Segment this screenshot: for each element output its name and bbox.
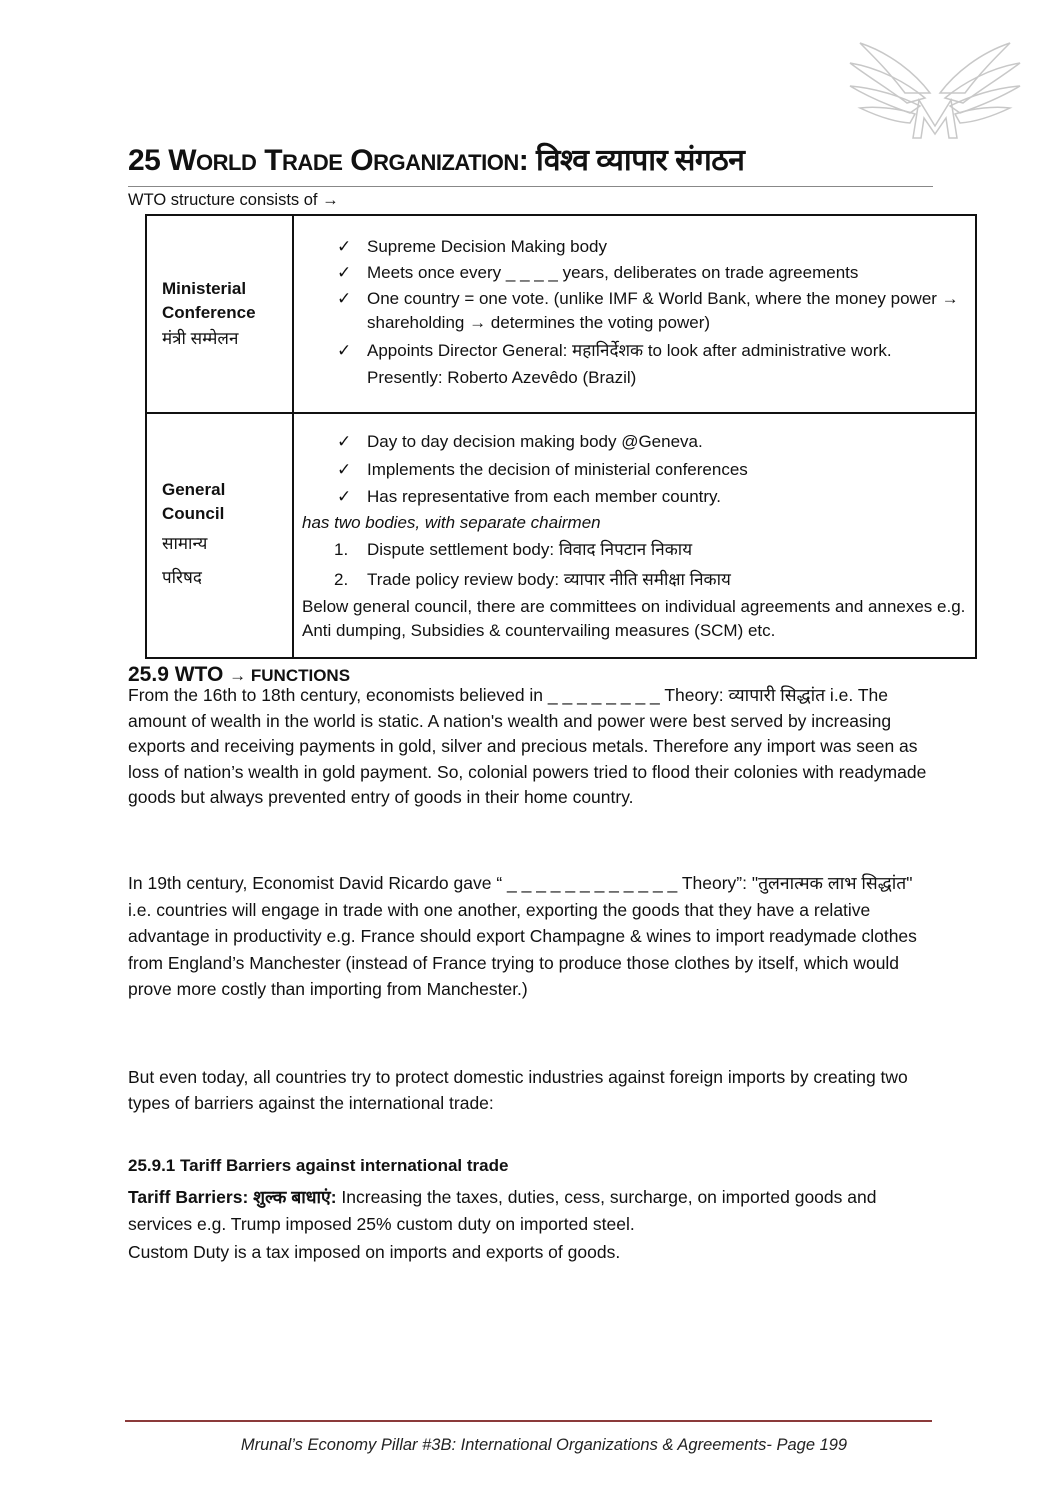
title-cap-t: T — [264, 144, 283, 177]
points-list — [302, 429, 967, 509]
check-icon: ✓ — [337, 341, 352, 360]
title-hindi: : विश्व व्यापार संगठन — [518, 144, 745, 177]
title-smallcaps: RADE — [282, 150, 343, 175]
check-icon: ✓ — [337, 289, 352, 308]
footer-divider — [125, 1420, 932, 1422]
label-en: General — [162, 479, 226, 499]
list-number: 2. — [334, 569, 349, 589]
point-text: Implements the decision of ministerial conferences — [367, 459, 748, 479]
point-text: Has representative from each member country. — [367, 486, 721, 506]
check-icon: ✓ — [337, 263, 352, 282]
ricardo-paragraph: In 19th century, Economist David Ricardo gave “ _ _ _ _ _ _ _ _ _ _ _ _ Theory”: "तुलनात्मक लाभ सिद्धांत" i.e. countries will engage in trade with one another, exporting the goods that they have a relative advantage in productivity e.g. France should export Champagne & wines to import readymade clothes from England’s Manchester (instead of France trying to produce those clothes by itself, which would prove more costly than importing from Manchester.) — [128, 873, 917, 999]
title-smallcaps: RGANIZATION — [373, 150, 519, 175]
point-text: Day to day decision making body @Geneva. — [367, 431, 703, 451]
chapter-number: 25 — [128, 144, 161, 177]
page-footer: Mrunal’s Economy Pillar #3B: International Organizations & Agreements- Page 199 — [240, 1436, 848, 1454]
point-text: One country = one vote. (unlike IMF & World Bank, where the money power → shareholding → determines the voting power) — [367, 289, 959, 332]
body-text: Dispute settlement body: विवाद निपटान निकाय — [367, 539, 693, 559]
list-item — [302, 457, 967, 483]
title-cap-o: O — [350, 144, 374, 177]
table-row — [146, 215, 976, 413]
list-item — [302, 485, 967, 509]
tariff-term: Tariff Barriers: शुल्क बाधाएं: — [128, 1187, 337, 1207]
list-item — [302, 261, 967, 285]
custom-duty-line: Custom Duty is a tax imposed on imports and exports of goods. — [128, 1242, 621, 1262]
list-number: 1. — [334, 539, 349, 559]
title-divider — [128, 186, 933, 187]
winged-m-logo-icon — [835, 38, 1035, 148]
check-icon: ✓ — [337, 431, 352, 451]
check-icon: ✓ — [337, 237, 352, 256]
barriers-intro-paragraph: But even today, all countries try to protect domestic industries against foreign imports by creating two types of barriers against the international trade: — [128, 1067, 908, 1113]
point-text: Supreme Decision Making body — [367, 237, 608, 256]
list-item — [302, 565, 967, 595]
title-smallcaps: ORLD — [196, 150, 257, 175]
mercantilism-paragraph: From the 16th to 18th century, economists believed in _ _ _ _ _ _ _ _ Theory: व्यापारी सिद्धांत i.e. The amount of wealth in the world is static. A nation's wealth and power were best served by increasing exports and receiving payments in gold, silver and precious metals. Therefore any import was seen as loss of nation’s wealth in gold payment. So, colonial powers tried to flood their colonies with readymade goods but always prevented entry of goods in their home country. — [128, 685, 927, 807]
list-item — [302, 535, 967, 565]
list-item — [302, 235, 967, 259]
point-text: Meets once every _ _ _ _ years, deliberates on trade agreements — [367, 263, 859, 282]
wto-structure-table — [145, 214, 977, 659]
body-text: Trade policy review body: व्यापार नीति समीक्षा निकाय — [367, 569, 731, 589]
section-heading-sub: → FUNCTIONS — [229, 666, 351, 685]
tariff-definition: Increasing the taxes, duties, cess, surcharge, on imported goods and services e.g. Trump imposed 25% custom duty on imported steel. — [128, 1187, 877, 1234]
list-item — [302, 287, 967, 335]
label-en: Council — [162, 503, 225, 523]
check-icon: ✓ — [337, 459, 352, 479]
section-heading-main: 25.9 WTO — [128, 663, 230, 686]
intro-text: WTO structure consists of → — [128, 191, 339, 209]
page-title — [128, 138, 744, 179]
label-en: Conference — [162, 303, 256, 322]
row-label — [146, 215, 293, 413]
subsection-heading: 25.9.1 Tariff Barriers against international trade — [128, 1156, 509, 1175]
label-hindi: परिषद — [162, 567, 202, 587]
point-text: Appoints Director General: महानिर्देशक to look after administrative work. Presently: Roberto Azevêdo (Brazil) — [367, 341, 892, 387]
tariff-paragraph — [128, 1184, 938, 1238]
bodies-list — [302, 535, 967, 595]
label-hindi: मंत्री सम्मेलन — [162, 329, 239, 348]
table-row — [146, 413, 976, 658]
list-item — [302, 429, 967, 455]
row-content — [293, 413, 976, 658]
title-cap-w: W — [168, 144, 197, 177]
points-list — [302, 235, 967, 391]
check-icon: ✓ — [337, 486, 352, 506]
bodies-note: has two bodies, with separate chairmen — [302, 512, 601, 532]
label-en: Ministerial — [162, 279, 247, 298]
row-label — [146, 413, 293, 658]
list-item — [302, 337, 967, 391]
row-content — [293, 215, 976, 413]
committees-text: Below general council, there are committees on individual agreements and annexes e.g. Anti dumping, Subsidies & countervailing measures (SCM) etc. — [302, 596, 966, 640]
label-hindi: सामान्य — [162, 533, 208, 553]
